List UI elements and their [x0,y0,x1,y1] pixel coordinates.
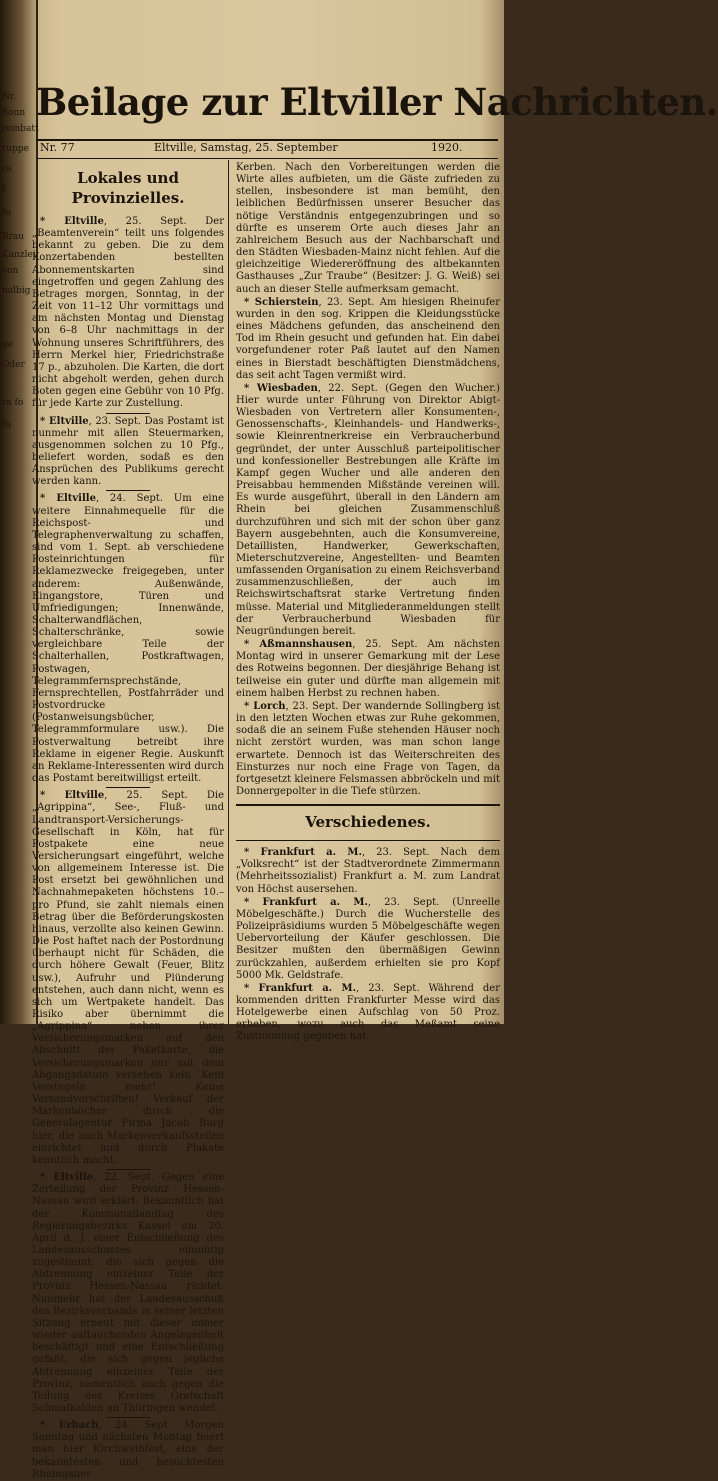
news-item-place: * Frankfurt a. M. [244,982,357,994]
spine-fragment: ra fo [2,398,24,408]
news-item-place: * Eltville [40,415,89,427]
news-item-place: * Eltville [40,493,96,505]
spine-fragment: nalbig [2,286,31,296]
news-item [236,897,500,982]
news-item [32,1172,224,1415]
news-item-text: , 24. Sept. Um eine weitere Einnahmequelle für die Reichspost- und Telegraphenverwaltung zu schaffen, sind vom 1. Sept. ab verschiedene Posteinrichtungen für Reklamezwecke freigegeben, unter anderem: Außenwände, Eingangstore, Türen und Umfriedigungen; Innenwände, Schalterwandflächen, Schalterschränke, sowie vergleichbare Teile der Schalterhallen, Postkraftwagen, Postwagen, Telegrammfernsprechstände, Fernsprechtellen, Postfahrräder und Postvordrucke (Postanweisungsbücher, Telegrammformulare usw.). Die Postverwaltung betreibt ihre Reklame in eigener Regie. Auskunft an Reklame-Interessenten wird durch das Postamt bereitwilligst erteilt. [32,493,225,785]
spine-fragment: f [2,184,6,194]
spine-fragment: reinbatt [2,124,39,134]
news-item-text: , 23. Sept. Während der kommenden dritten Frankfurter Messe wird das Hotelgewerbe einen Aufschlag von 50 Proz. erheben, wozu auch das Meßamt seine Zustimmung gegeben hat. [236,982,500,1043]
item-separator [106,1169,150,1170]
newspaper-sheet [32,0,718,1480]
news-item-continuation: Kerben. Nach den Vorbereitungen werden die Wirte alles aufbieten, um die Gäste zufrieden zu stellen, insbesondere ist man bemüht, den leiblichen Bedürfnissen unserer Besucher das nötige Verständnis entgegenzubringen und so dürfte es unserem Orte auch dieses Jahr an zahlreichem Besuch aus der Nachbarschaft und den Städten Wiesbaden-Mainz nicht fehlen. Auf die gleichzeitige Wiedereröffnung des altbekannten Gasthauses „Zur Traube“ (Besitzer: J. G. Weiß) sei auch an dieser Stelle aufmerksam gemacht. [236,162,500,295]
news-item [236,983,500,1044]
news-item-text: , 23. Sept. Der wandernde Sollingberg ist in den letzten Wochen etwas zur Ruhe gekommen, sodaß die an seinem Fuße stehenden Häuser noch nicht zerstört wurden, was man schon lange erwartete. Dennoch ist das Weiterschreiten des Einsturzes nur noch eine Frage von Tagen, da fortgesetzt kleinere Felsmassen abbröckeln und mit Donnergepolter in die Tiefe stürzen. [236,700,500,797]
spine-fragment: von [2,266,19,276]
issue-place-date: Eltville, Samstag, 25. September [154,141,338,154]
news-item [32,216,224,411]
issue-year: 1920. [431,141,463,154]
issue-number: Nr. 77 [40,141,75,154]
news-item-text: , 22. Sept. Gegen eine Zerteilung der Provinz Hessen-Nassau wird erklärt: Bekanntlich hat der Kommunallandtag des Regierungsbezirks Kassel am 20. April d. J. einer Entschließung des Landesausschusses einmütig zugestimmt, die sich gegen die Abtrennung einzelner Teile der Provinz Hessen-Nassau richtet. Nunmehr hat der Landesausschuß des Bezirksverbands in seiner letzten Sitzung erneut mit dieser immer wieder auftauchenden Angelegenheit beschäftigt und eine Entschließung gefaßt, die sich gegen jegliche Abtrennung einzelner Teile der Provinz, namentlich auch gegen die Teilung des Kreises Grafschaft Schmalkalden an Thüringen wendet. [32,1172,224,1414]
left-column [32,162,225,1480]
news-item-text: , 24. Sept. Morgen Sonntag und nächsten Montag feiert man hier Kirchweihfest, eine der bekanntesten und besuchtesten Rheingauer [32,1420,224,1480]
spine-fragment: ge [2,340,14,350]
news-item-text: , 23. Sept. Das Postamt ist nunmehr mit allen Steuermarken, ausgenommen solchen zu 10 Pfg., beliefert worden, sodaß es den Ansprüchen des Publikums gerecht werden kann. [32,415,224,488]
spine-fragment: Oder [2,360,25,370]
news-item [236,847,500,896]
column-divider [228,160,229,1024]
spine-fragment: ruppe [2,144,29,154]
news-item-place: * Eltville [40,790,105,802]
news-item-place: * Frankfurt a. M. [244,896,368,908]
news-item-place: * Frankfurt a. M. [244,847,362,859]
news-item [236,297,500,382]
news-item-place: * Wiesbaden [244,382,318,394]
news-item [236,639,500,700]
news-item-place: * Schierstein [244,296,319,308]
news-item [236,701,500,798]
news-item-text: , 22. Sept. (Gegen den Wucher.) Hier wurde unter Führung von Direktor Abigt-Wiesbaden von Vertretern aller Konsumenten-, Genossenschafts-, Kleinhandels- und Handwerks-, sowie Kleinrentnerkreise ein Verbraucherbund gegründet, der unter Ausschluß parteipolitischer und konfessioneller Bestrebungen alle Kräfte im Kampf gegen Wucher und alle anderen den Preisabbau hemmenden Mißstände vereinen will. Es wurde ausgeführt, überall in den Ländern am Rhein bei gleichen Zusammenschluß durchzuführen und sich mit der schon über ganz Bayern ausgebehnten, auch die Konsumvereine, Detaillisten, Handwerker, Gewerkschaften, Mieterschutzvereine, Angestellten- und Beamten umfassenden Organisation zu einem Reichsverband zusammenzuschließen, der auch im Reichswirtschaftsrat starke Vertretung finden müsse. Material und Mitgliederanmeldungen stellt der Verbraucherbund Wiesbaden für Neugründungen bereit. [236,382,500,637]
news-item-place: * Lorch [244,700,286,712]
news-item-place: * Eltville [40,216,104,227]
news-item-text: , 23. Sept. Nach dem „Volksrecht“ ist der Stadtverordnete Zimmermann (Mehrheitssozialist) Frankfurt a. M. zum Landrat von Höchst ausersehen. [236,847,500,895]
news-item-text: , 25. Sept. Der „Beamtenverein“ teilt uns folgendes bekannt zu geben. Die zu dem Konzertabenden bestellten Abonnementskarten sind eingetroffen und gegen Zahlung des Betrages morgen, Sonntag, in der Zeit von 11–12 Uhr vormittags und am nächsten Montag und Dienstag von 6–8 Uhr nachmittags in der Wohnung unseres Schriftführers, des Herrn Merkel hier, Friedrichstraße 17 p., abzuholen. Die Karten, die dort nicht abgeholt werden, gehen durch Boten gegen eine Gebühr von 10 Pfg. für jede Karte zur Zustellung. [32,216,224,410]
news-item [32,1420,224,1481]
spine-fragment: ra [2,164,12,174]
spine-fragment: fu [2,420,12,430]
item-separator [106,1417,150,1418]
spine-fragment: Brau [2,232,25,242]
spine-fragment: Nr. [2,92,17,102]
section-heading-misc: Verschiedenes. [236,804,500,841]
dateline-rule [36,158,498,159]
news-item-place: * Aßmannshausen [244,639,353,651]
news-item-text: , 23. Sept. (Unreelle Möbelgeschäfte.) Durch die Wucherstelle des Polizeipräsidiums wurden 5 Möbelgeschäfte wegen Uebervorteilung der Käufer geschlossen. Die Besitzer mußten den übermäßigen Gewinn zurückzahlen, außerdem erhielten sie pro Kopf 5000 Mk. Geldstrafe. [236,896,500,981]
dateline [36,140,504,156]
masthead-title: Beilage zur Eltviller Nachrichten. [36,80,718,124]
news-item-place: * Eltville [40,1172,93,1184]
news-item-text: , 23. Sept. Am hiesigen Rheinufer wurden in den sog. Krippen die Kleidungsstücke eines Mädchens gefunden, das anscheinend den Tod im Rhein gesucht und gefunden hat. Ein dabei vorgefundener roter Paß lautet auf den Namen eines in Bierstadt beschäftigten Dienstmädchens, das seit acht Tagen vermißt wird. [236,296,501,381]
item-separator [106,490,150,491]
news-item [32,493,224,785]
news-item [236,383,500,638]
right-column [236,162,501,1043]
item-separator [106,787,150,788]
item-separator [106,413,150,414]
news-item [32,790,224,1167]
news-item [32,416,224,489]
spine-fragment: Kanzlei [2,250,36,260]
news-item-text: , 25. Sept. Am nächsten Montag wird in unserer Gemarkung mit der Lese des Rotweins begonnen. Der diesjährige Behang ist teilweise ein guter und dürfte man allgemein mit einem halben Herbst zu rechnen haben. [236,639,500,699]
section-heading-local: Lokales und Provinzielles. [71,169,185,207]
spine-fragment: fu [2,208,12,218]
spine-fragment: Sonn [2,108,26,118]
news-item-place: * Erbach [40,1420,99,1432]
news-item-text: , 25. Sept. Die „Agrippina“, See-, Fluß- und Landtransport-Versicherungs-Gesellschaft in Köln, hat für Postpakete eine neue Versicherungsart eingeführt, welche von allgemeinem Interesse ist. Die Post ersetzt bei gewöhnlichen und Nachnahmepaketen höchstens 10.– pro Pfund, sie zahlt niemals einen Betrag über die Beförderungskosten hinaus, verzollte also keinen Gewinn. Die Post haftet nach der Postordnung überhaupt nicht für Schäden, die durch höhere Gewalt (Feuer, Blitz usw.), Aufruhr und Plünderung entstehen, auch dann nicht, wenn es sich um Wertpakete handelt. Das Risiko aber übernimmt die „Agrippina“ neben ihrer Versicherungsmarken auf den Abschnitt der Paketkarte, die Versicherungsmarken nur mit dem Abgangsdatum versehen kein. Kein Verstegeln mehr! Keine Versandvorschriften! Verkauf der Markenbücher durch die Generalagentur Firma Jacob Burg hier, die auch Markenverkaufsstellen einrichtet und durch Plakate kenntlich macht. [32,790,224,1166]
